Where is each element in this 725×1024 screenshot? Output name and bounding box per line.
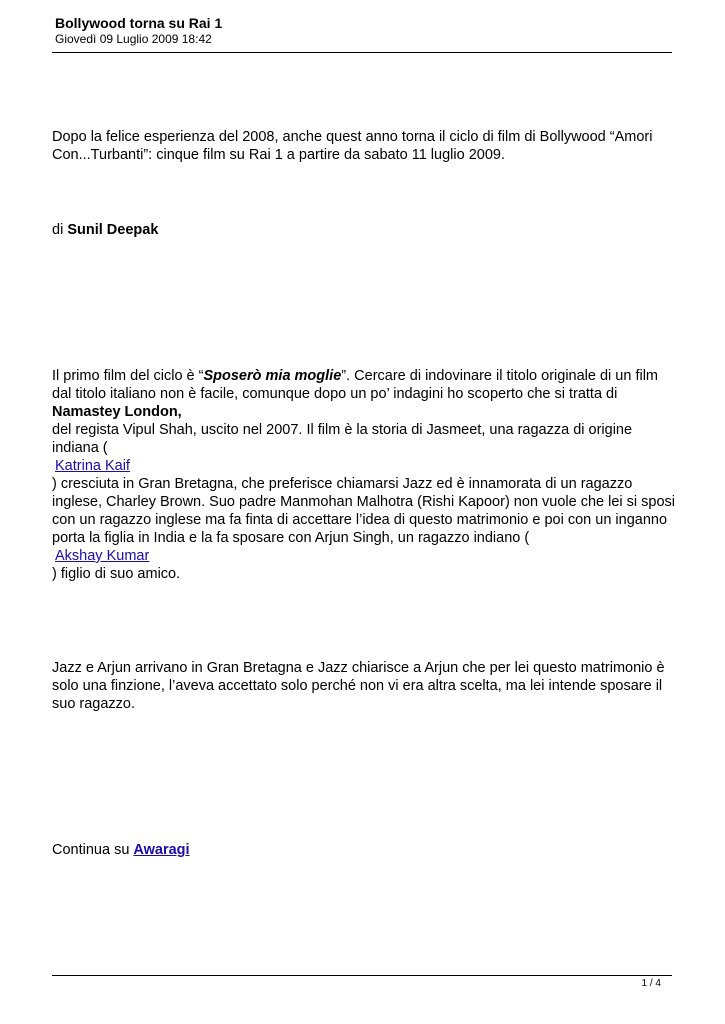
publish-date: Giovedì 09 Luglio 2009 18:42 <box>55 32 212 46</box>
byline-prefix: di <box>52 222 68 238</box>
para1-text-2: ”. Cercare di indovinare il titolo originale di un film dal titolo italiano non è facile, comunque dopo un po’ indagini ho scoperto che si tratta di <box>52 368 659 402</box>
byline <box>52 221 677 239</box>
film-title-italian: Sposerò mia moglie <box>203 368 342 384</box>
continue-label: Continua su <box>52 842 134 858</box>
para1-text-3: del regista Vipul Shah, uscito nel 2007. Il film è la storia di Jasmeet, una ragazza di origine indiana ( <box>52 422 633 456</box>
header-divider <box>52 52 672 53</box>
para1-text-4: ) cresciuta in Gran Bretagna, che preferisce chiamarsi Jazz ed è innamorata di un ragazzo inglese, Charley Brown. Suo padre Manmohan Malhotra (Rishi Kapoor) non vuole che lei si sposi con un ragazzo inglese ma fa finta di accettare l’idea di questo matrimonio e poi con un inganno porta la figlia in India e la fa sposare con Arjun Singh, un ragazzo indiano ( <box>52 476 676 546</box>
awaragi-link[interactable]: Awaragi <box>133 842 190 858</box>
continue-reading <box>52 841 677 859</box>
author-name: Sunil Deepak <box>67 222 159 238</box>
intro-paragraph: Dopo la felice esperienza del 2008, anche quest anno torna il ciclo di film di Bollywood “Amori Con...Turbanti”: cinque film su Rai 1 a partire da sabato 11 luglio 2009. <box>52 129 653 163</box>
article-paragraph-1 <box>52 367 677 583</box>
article-paragraph-2: Jazz e Arjun arrivano in Gran Bretagna e Jazz chiarisce a Arjun che per lei questo matrimonio è solo una finzione, l’aveva accettato solo perché non vi era altra scelta, ma lei intende sposare il suo ragazzo. <box>52 660 665 712</box>
page-title: Bollywood torna su Rai 1 <box>55 15 223 31</box>
para1-text-1: Il primo film del ciclo è “ <box>52 368 204 384</box>
katrina-kaif-link[interactable]: Katrina Kaif <box>55 458 130 474</box>
film-title-original: Namastey London, <box>52 404 182 420</box>
para1-text-5: ) figlio di suo amico. <box>52 566 181 582</box>
akshay-kumar-link[interactable]: Akshay Kumar <box>55 548 150 564</box>
page-number: 1 / 4 <box>641 978 661 989</box>
footer-divider <box>52 975 672 976</box>
